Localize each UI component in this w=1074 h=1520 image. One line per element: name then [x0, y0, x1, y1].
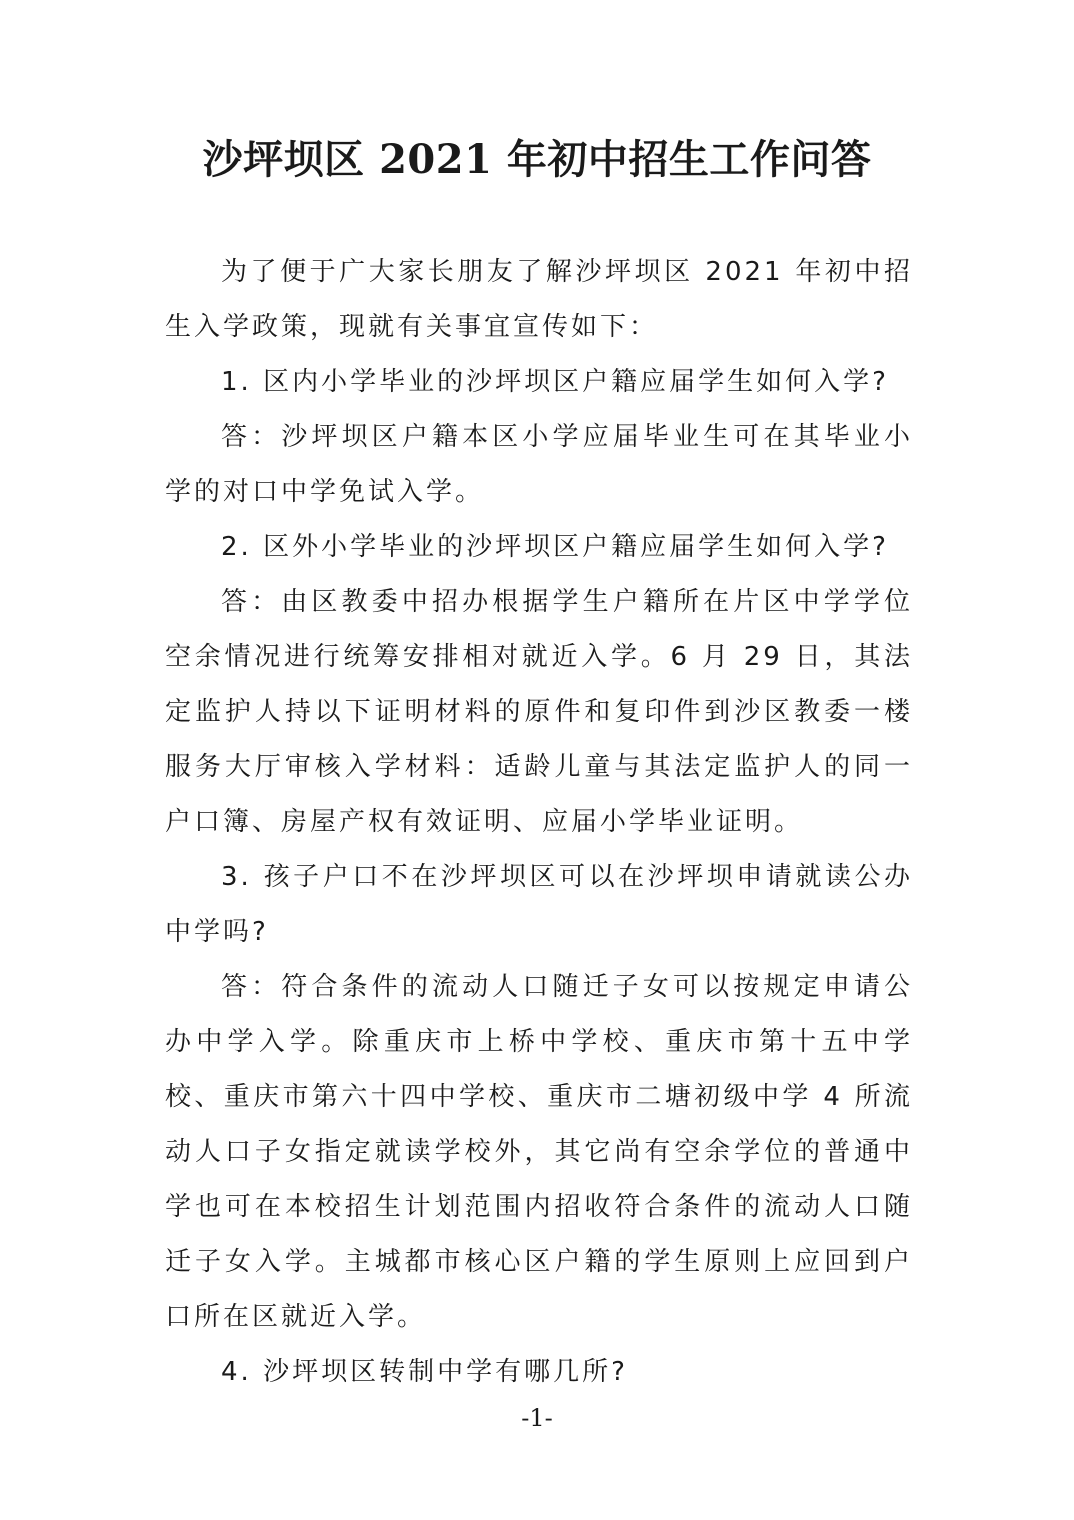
- intro-paragraph: 为了便于广大家长朋友了解沙坪坝区 2021 年初中招生入学政策，现就有关事宜宣传如下：: [165, 257, 913, 342]
- question-2: 2. 区外小学毕业的沙坪坝区户籍应届学生如何入学?: [221, 532, 889, 562]
- question-1: 1. 区内小学毕业的沙坪坝区户籍应届学生如何入学?: [221, 367, 889, 397]
- document-body: [165, 245, 913, 1400]
- document-title: 沙坪坝区 2021 年初中招生工作问答: [202, 136, 872, 183]
- page-number: -1-: [521, 1404, 553, 1432]
- question-4: 4. 沙坪坝区转制中学有哪几所?: [221, 1357, 628, 1387]
- answer-3: 答：符合条件的流动人口随迁子女可以按规定申请公办中学入学。除重庆市上桥中学校、重庆市第十五中学校、重庆市第六十四中学校、重庆市二塘初级中学 4 所流动人口子女指定就读学校外，其它尚有空余学位的普通中学也可在本校招生计划范围内招收符合条件的流动人口随迁子女入学。主城都市核心区户籍的学生原则上应回到户口所在区就近入学。: [165, 972, 913, 1332]
- question-3: 3. 孩子户口不在沙坪坝区可以在沙坪坝申请就读公办中学吗?: [165, 862, 913, 947]
- answer-1: 答：沙坪坝区户籍本区小学应届毕业生可在其毕业小学的对口中学免试入学。: [165, 422, 913, 507]
- answer-2: 答：由区教委中招办根据学生户籍所在片区中学学位空余情况进行统筹安排相对就近入学。6 月 29 日，其法定监护人持以下证明材料的原件和复印件到沙区教委一楼服务大厅审核入学材料：适龄儿童与其法定监护人的同一户口簿、房屋产权有效证明、应届小学毕业证明。: [165, 587, 913, 837]
